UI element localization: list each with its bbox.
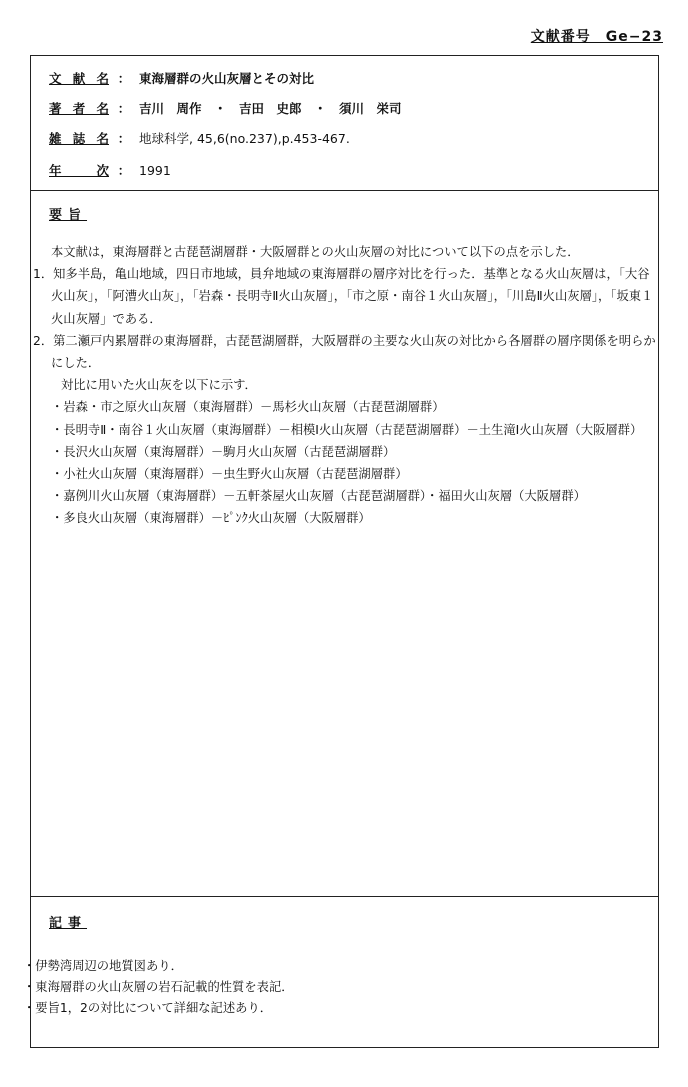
summary-item-2-note: 対比に用いた火山灰を以下に示す． xyxy=(61,378,257,393)
colon: ： xyxy=(117,101,131,116)
colon: ： xyxy=(117,71,131,86)
summary-intro: 本文献は，東海層群と古琵琶湖層群・大阪層群との火山灰層の対比について以下の点を示した． xyxy=(51,245,580,259)
meta-divider xyxy=(31,190,658,191)
summary-body xyxy=(33,241,657,530)
journal-label: 雑誌名 xyxy=(49,131,109,146)
notes-body xyxy=(23,956,623,1019)
meta-row-title xyxy=(49,68,314,88)
correlation-item: ・小社火山灰層（東海層群）－虫生野火山灰層（古琵琶湖層群） xyxy=(51,467,408,482)
correlation-item: ・多良火山灰層（東海層群）－ﾋﾟﾝｸ火山灰層（大阪層群） xyxy=(51,511,371,526)
correlation-item: ・岩森・市之原火山灰層（東海層群）－馬杉火山灰層（古琵琶湖層群） xyxy=(51,400,445,415)
note-item: ・東海層群の火山灰層の岩石記載的性質を表記． xyxy=(23,980,294,994)
authors-label: 著者名 xyxy=(49,101,109,116)
note-item: ・要旨1，2の対比について詳細な記述あり． xyxy=(23,1001,273,1015)
authors: 吉川 周作 ・ 吉田 史郎 ・ 須川 栄司 xyxy=(139,101,402,116)
summary-item-1: 1．知多半島，亀山地域，四日市地域，員弁地域の東海層群の層序対比を行った．基準となる火山灰層は，「大谷火山灰」，「阿漕火山灰」，「岩森・長明寺Ⅱ火山灰層」，「市之原・南谷１火山灰層」，「川島Ⅱ火山灰層」，「坂東１火山灰層」である． xyxy=(33,267,654,326)
colon: ： xyxy=(117,163,131,178)
correlation-item: ・長沢火山灰層（東海層群）－駒月火山灰層（古琵琶湖層群） xyxy=(51,444,396,459)
year-label: 年次 xyxy=(49,163,109,178)
note-item: ・伊勢湾周辺の地質図あり． xyxy=(23,959,183,973)
year: 1991 xyxy=(139,162,171,178)
summary-heading: 要旨 xyxy=(49,208,88,223)
summary-item-2: 2．第二瀬戸内累層群の東海層群，古琵琶湖層群，大阪層群の主要な火山灰の対比から各層群の層序関係を明らかにした． xyxy=(33,333,656,371)
meta-row-year xyxy=(49,160,171,180)
document-number: 文献番号 Ge−23 xyxy=(530,29,663,45)
correlation-item: ・嘉例川火山灰層（東海層群）－五軒茶屋火山灰層（古琵琶湖層群）・福田火山灰層（大阪層群） xyxy=(51,489,586,504)
notes-divider xyxy=(31,896,658,897)
title-label: 文献名 xyxy=(49,71,109,86)
colon: ： xyxy=(117,131,131,146)
meta-row-journal xyxy=(49,128,350,148)
meta-row-authors xyxy=(49,98,402,118)
journal: 地球科学, 45,6(no.237),p.453-467. xyxy=(139,131,350,146)
document-title: 東海層群の火山灰層とその対比 xyxy=(139,71,315,86)
correlation-item: ・長明寺Ⅱ・南谷１火山灰層（東海層群）－相模Ⅰ火山灰層（古琵琶湖層群）－土生滝Ⅰ火山灰層（大阪層群） xyxy=(51,422,643,437)
notes-heading: 記事 xyxy=(49,916,88,931)
document-frame xyxy=(23,55,659,1048)
